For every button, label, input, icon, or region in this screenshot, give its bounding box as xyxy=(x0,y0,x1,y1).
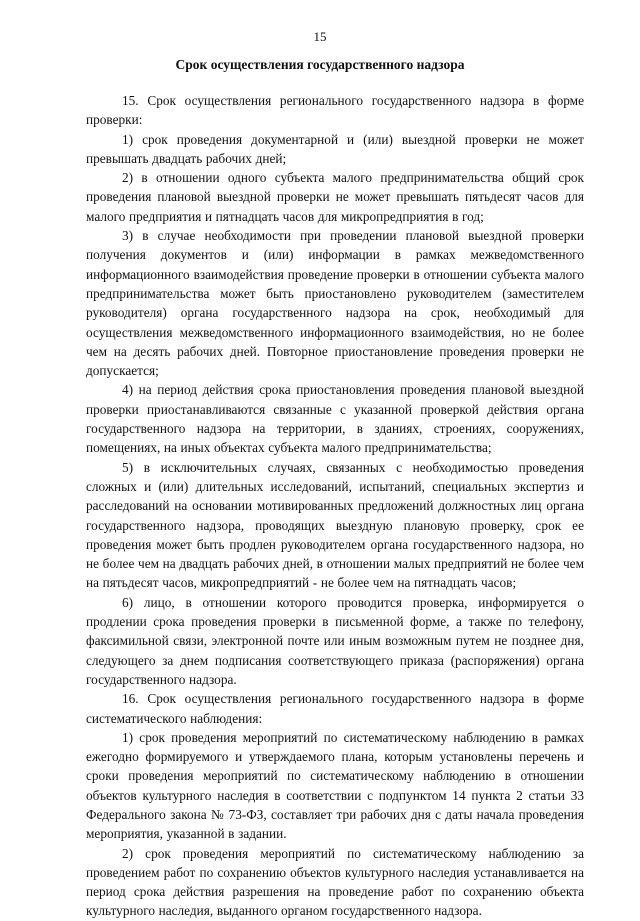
paragraph-15: 15. Срок осуществления регионального государственного надзора в форме проверки: xyxy=(86,93,584,128)
paragraph-15-2: 2) в отношении одного субъекта малого предпринимательства общий срок проведения плановой выездной проверки не может превышать пятьдесят часов для малого предприятия и пятнадцать часов для микропредприятия в год; xyxy=(86,170,584,224)
page-number: 15 xyxy=(313,29,327,44)
paragraph-15-1: 1) срок проведения документарной и (или) выездной проверки не может превышать двадцать рабочих дней; xyxy=(86,131,584,166)
paragraph-16-1: 1) срок проведения мероприятий по систематическому наблюдению в рамках ежегодно формируемого и утверждаемого плана, которым установлены перечень и сроки проведения мероприятий по систематическому наблюдению в отношении объектов культурного наследия в соответствии с подпунктом 14 пункта 2 статьи 33 Федерального закона № 73-ФЗ, составляет три рабочих дня с даты начала проведения мероприятия, указанной в задании. xyxy=(86,729,584,842)
paragraph-16: 16. Срок осуществления регионального государственного надзора в форме систематического наблюдения: xyxy=(86,691,584,726)
paragraph-15-6: 6) лицо, в отношении которого проводится проверка, информируется о продлении срока проведения проверки в письменной форме, а также по телефону, факсимильной связи, электронной почте или иным возможным путем не позднее дня, следующего за днем подписания соответствующего приказа (распоряжения) органа государственного надзора. xyxy=(86,594,584,687)
paragraph-15-3: 3) в случае необходимости при проведении плановой выездной проверки получения документов и (или) информации в рамках межведомственного информационного взаимодействия проведение проверки в отношении субъекта малого предпринимательства может быть приостановлено руководителем (заместителем руководителя) органа государственного надзора на срок, необходимый для осуществления межведомственного информационного взаимодействия, но не более чем на десять рабочих дней. Повторное приостановление проведения проверки не допускается; xyxy=(86,228,584,379)
paragraph-15-5: 5) в исключительных случаях, связанных с необходимостью проведения сложных и (или) длительных исследований, испытаний, специальных экспертиз и расследований на основании мотивированных предложений должностных лиц органа государственного надзора, проводящих выездную плановую проверку, срок ее проведения может быть продлен руководителем органа государственного надзора, но не более чем на двадцать рабочих дней, в отношении малых предприятий не более чем на пятьдесят часов, микропредприятий - не более чем на пятнадцать часов; xyxy=(86,459,584,591)
document-body xyxy=(86,91,584,921)
paragraph-15-4: 4) на период действия срока приостановления проведения плановой выездной проверки приостанавливаются связанные с указанной проверкой действия органа государственного надзора на территории, в зданиях, строениях, сооружениях, помещениях, на иных объектах субъекта малого предпринимательства; xyxy=(86,382,584,456)
paragraph-16-2: 2) срок проведения мероприятий по систематическому наблюдению за проведением работ по сохранению объектов культурного наследия устанавливается на период срока действия разрешения на проведение работ по сохранению объекта культурного наследия, выданного органом государственного надзора. xyxy=(86,845,584,919)
section-title: Срок осуществления государственного надзора xyxy=(175,57,465,72)
